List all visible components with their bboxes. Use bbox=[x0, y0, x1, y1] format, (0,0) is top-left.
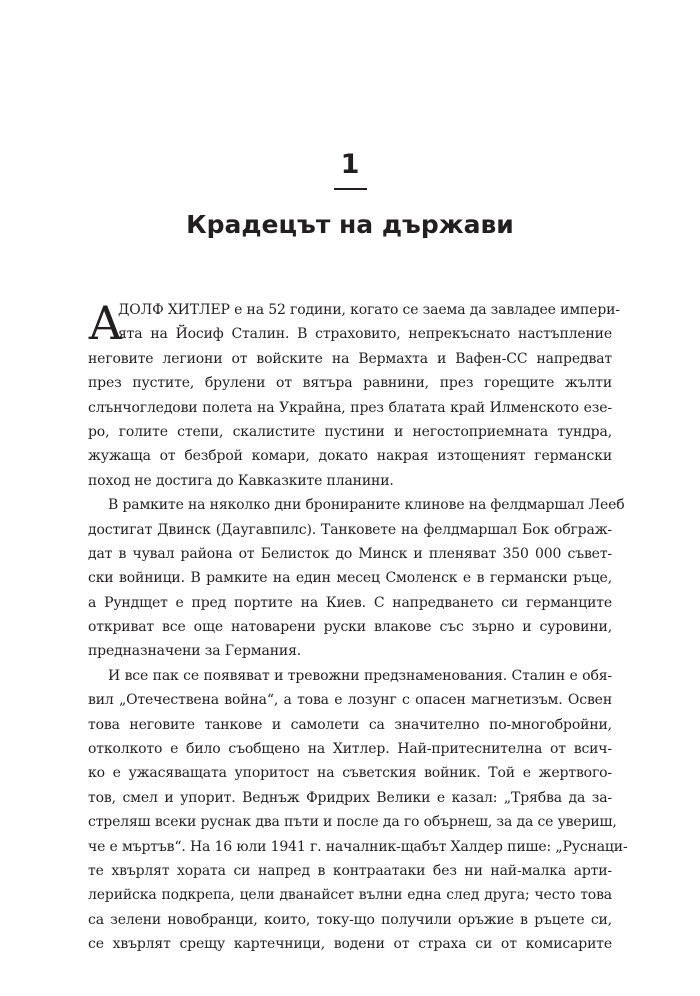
text-line: вил „Отечествена война“, а това е лозунг с опасен магнетизъм. Освен bbox=[88, 692, 612, 709]
chapter-body bbox=[88, 296, 628, 957]
chapter-divider bbox=[334, 188, 367, 190]
paragraph bbox=[88, 493, 625, 664]
text-line: жужаща от безброй комари, докато накрая изтощеният германски bbox=[88, 448, 612, 465]
text-line: достигат Двинск (Даугавпилс). Танковете на фелдмаршал Бок обграж- bbox=[88, 521, 612, 538]
chapter-title: Крадецът на държави bbox=[186, 210, 514, 239]
text-line: неговите легиони от войските на Вермахта и Вафен-СС напредват bbox=[88, 350, 612, 367]
text-line: че е мъртъв“. На 16 юли 1941 г. началник-щабът Халдер пише: „Руснаци- bbox=[88, 838, 628, 855]
text-line: ро, голите степи, скалистите пустини и негостоприемната тундра, bbox=[88, 423, 612, 440]
text-line: ята на Йосиф Сталин. В страховито, непрекъснато настъпление bbox=[118, 326, 612, 343]
text-line: поход не достига до Кавказките планини. bbox=[88, 472, 394, 489]
paragraph bbox=[88, 664, 628, 957]
text-line: В рамките на няколко дни бронираните клинове на фелдмаршал Лееб bbox=[108, 497, 625, 514]
text-line: лерийска подкрепа, цели дванайсет вълни една след друга; често това bbox=[88, 887, 612, 904]
drop-cap: А bbox=[88, 296, 123, 350]
text-line: слънчогледови полета на Украйна, през блатата край Илменското езе- bbox=[88, 399, 612, 416]
text-line: откриват все още натоварени руски влакове със зърно и суровини, bbox=[88, 619, 612, 636]
text-line: тов, смел и упорит. Веднъж Фридрих Велики е казал: „Трябва да за- bbox=[88, 789, 612, 806]
text-line: през пустите, брулени от вятъра равнини, през горещите жълти bbox=[88, 375, 612, 392]
text-line: ски войници. В рамките на един месец Смоленск е в германски ръце, bbox=[88, 570, 612, 587]
text-line: ко е ужасяващата упоритост на съветския войник. Той е жертвого- bbox=[88, 765, 612, 782]
text-line: се хвърлят срещу картечници, водени от страха си от комисарите bbox=[88, 936, 612, 953]
text-line: А ДОЛФ ХИТЛЕР е на 52 години, когато се заема да завладее импери- bbox=[88, 296, 620, 350]
text-line: това неговите танкове и самолети са значително по-многобройни, bbox=[88, 716, 612, 733]
chapter-number: 1 bbox=[340, 149, 360, 180]
text-line: дат в чувал района от Белисток до Минск и пленяват 350 000 съвет- bbox=[88, 545, 612, 562]
text-line: отколкото е било съобщено на Хитлер. Най-притеснителна от всич- bbox=[88, 741, 612, 758]
text-line: са зелени новобранци, които, току-що получили оръжие в ръцете си, bbox=[88, 911, 612, 928]
text-line: предназначени за Германия. bbox=[88, 643, 302, 660]
text-line: те хвърлят хората си напред в контраатаки без ни най-малка арти- bbox=[88, 862, 612, 879]
text-line: И все пак се появяват и тревожни предзнаменования. Сталин е обя- bbox=[108, 667, 612, 684]
text-line: стреляш всеки руснак два пъти и после да го обърнеш, за да се увериш, bbox=[88, 814, 617, 831]
text-line: а Рундщет е пред портите на Киев. С напредването си германците bbox=[88, 594, 612, 611]
paragraph bbox=[88, 296, 620, 493]
